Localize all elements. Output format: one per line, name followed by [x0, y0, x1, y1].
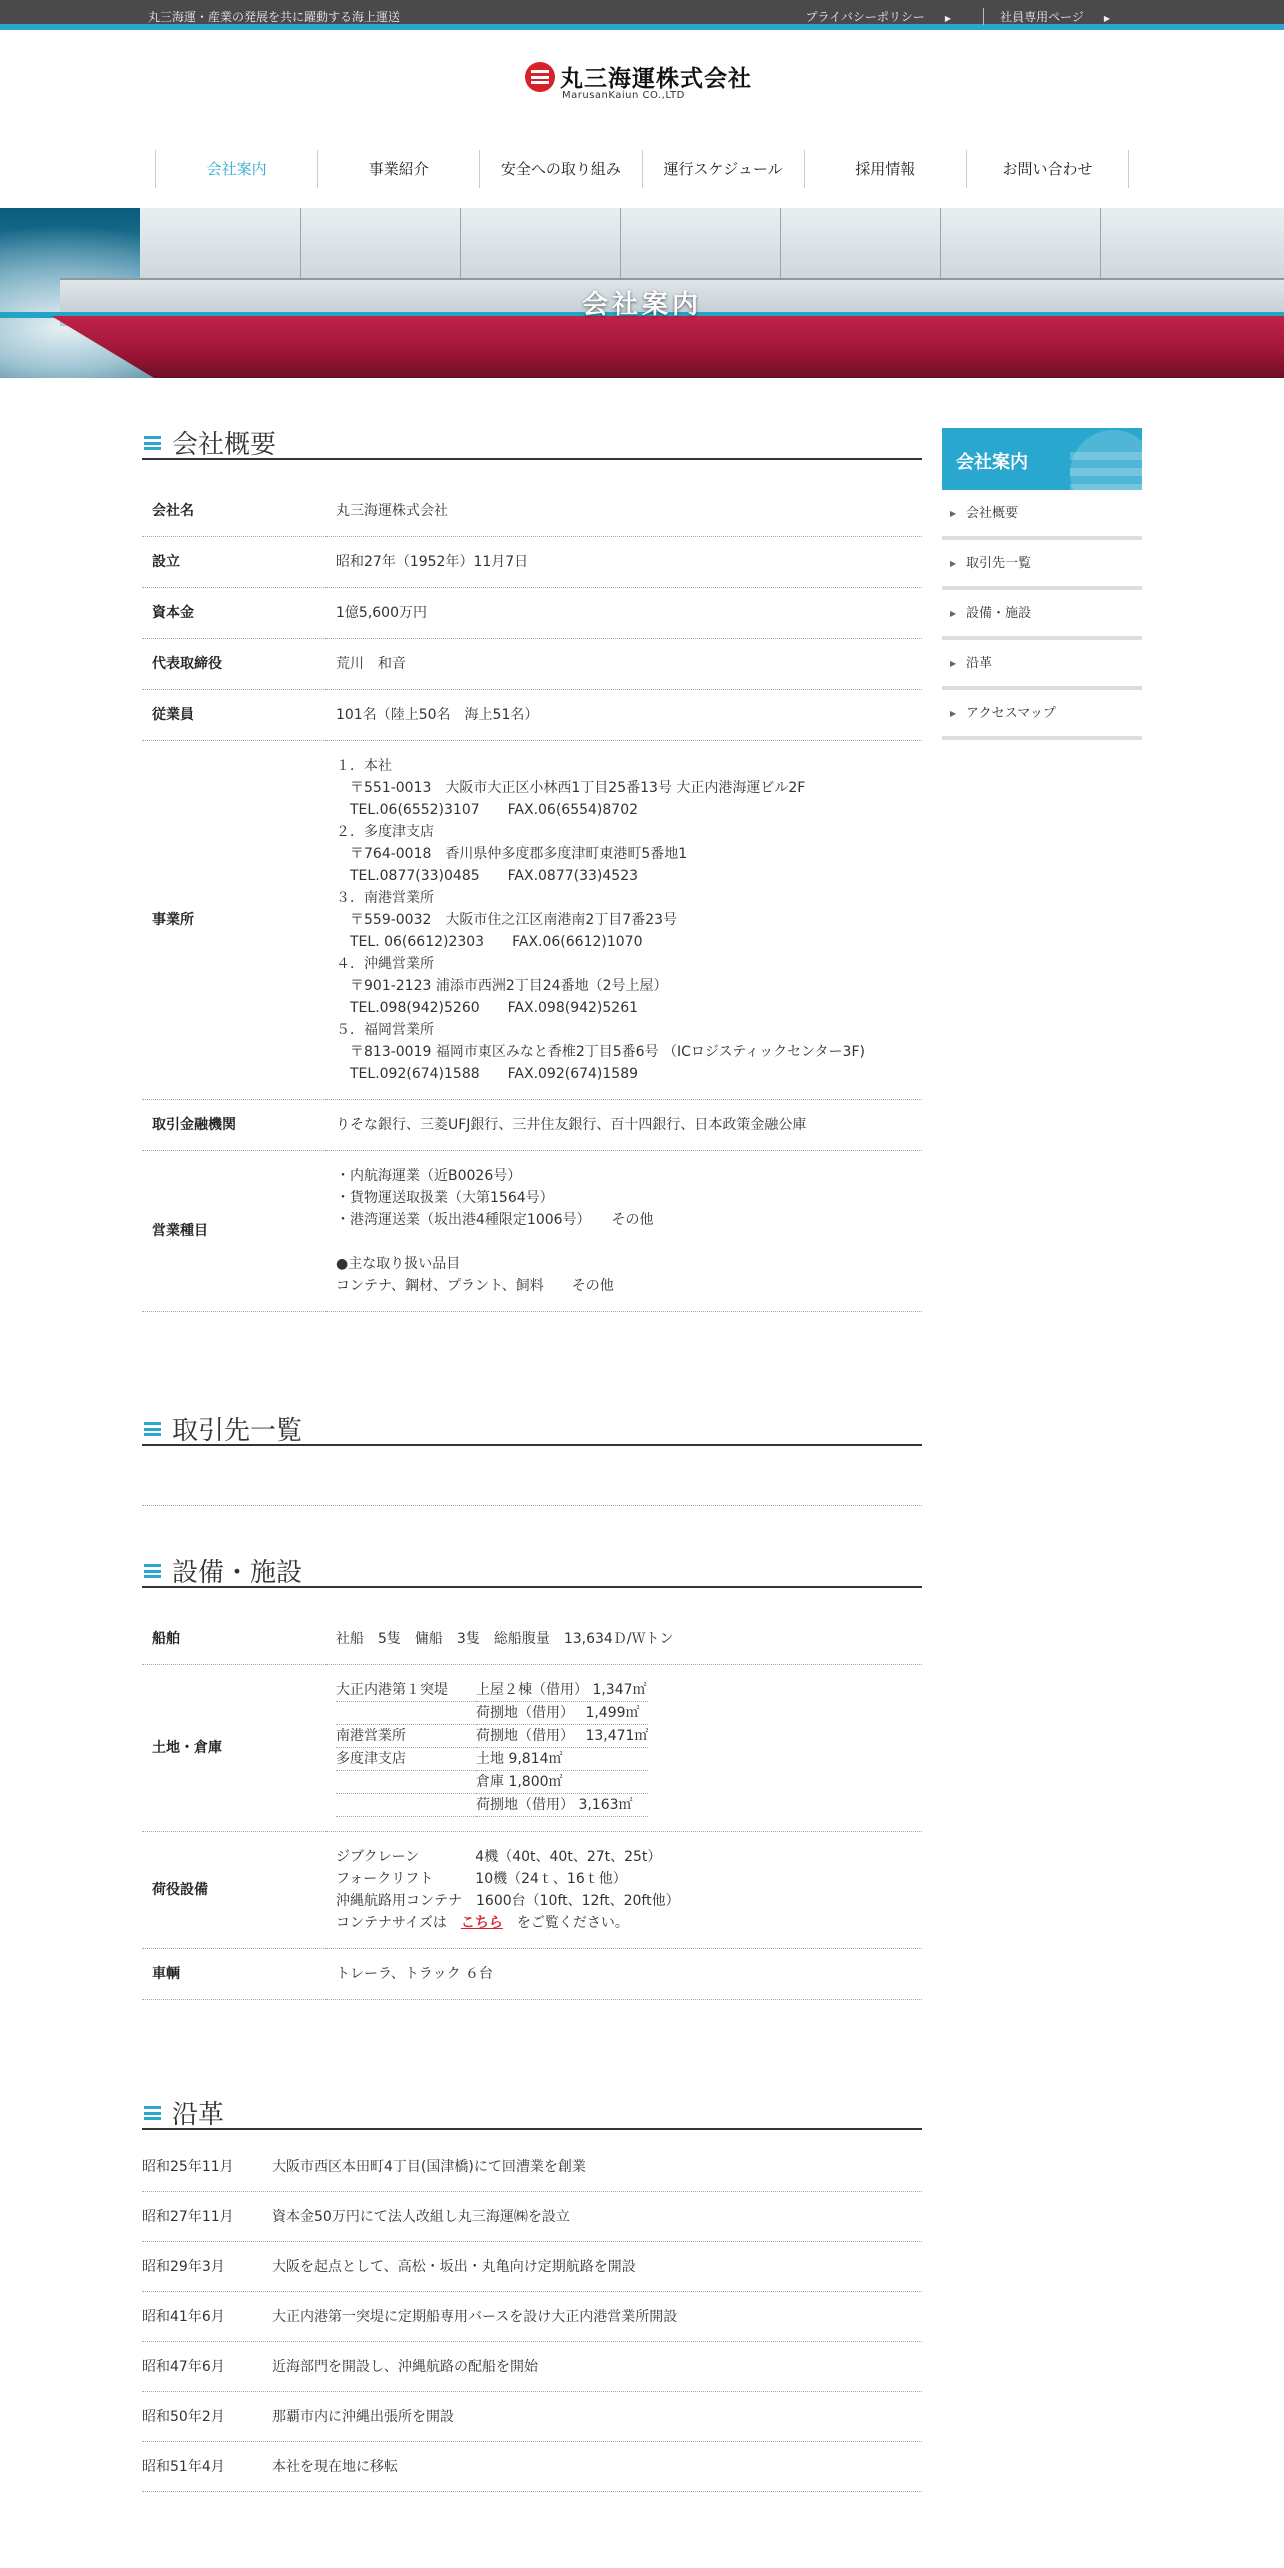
hero-banner — [0, 208, 1284, 378]
section-title-overview: 会社概要 — [142, 420, 922, 460]
list-bars-icon — [144, 1564, 161, 1578]
section-title-facilities: 設備・施設 — [142, 1548, 922, 1588]
history-date: 昭和25年11月 — [142, 2159, 234, 2175]
table-row: 事業所 １．本社 〒551-0013 大阪市大正区小林西1丁目25番13号 大正内港海運ビル2F TEL.06(6552)3107 FAX.06(6554)8702 ２．多度津支店 〒764-0018 香川県仲多度郡多度津町東港町5番地1 TEL.0877(33)0485 FAX.0877(33)4523 ３．南港営業所 〒559-0032 大阪市住之江区南港南2丁目7番23号 TEL. 06(6612)2303 FAX.06(6612)1070 ４．沖縄営業所 〒901-2123 浦添市西洲2丁目24番地（2号上屋） TEL.098(942)5260 FAX.098(942)5261 ５．福岡営業所 〒813-0019 福岡市東区みなと香椎2丁目5番6号 （ICロジスティックセンター3F) TEL.092(674)1588 FAX.092(674)1589 — [142, 741, 922, 1100]
main-content — [142, 378, 922, 2492]
list-bars-icon — [144, 2106, 161, 2120]
section-title-clients: 取引先一覧 — [142, 1406, 922, 1446]
site-logo[interactable] — [0, 30, 1284, 140]
hero-title: 会社案内 — [581, 290, 702, 320]
side-nav-item[interactable]: ▶ 会社概要 — [942, 490, 1142, 540]
table-row: 営業種目 ・内航海運業（近B0026号） ・貨物運送取扱業（大第1564号） ・港湾運送業（坂出港4種限定1006号） その他 ●主な取り扱い品目 コンテナ、鋼材、プラント、飼料 その他 — [142, 1151, 922, 1312]
history-date: 昭和41年6月 — [142, 2309, 225, 2325]
table-row: 土地・倉庫 大正内港第１突堤 上屋２棟（借用） 1,347㎡ 荷捌地（借用） 1,499㎡ 南港営業所 荷捌地（借用） 13,471㎡ 多度津支店 土地 9,814㎡ 倉庫 1,800㎡ 荷捌地（借用） 3,163㎡ — [142, 1665, 922, 1832]
land-cell — [326, 1665, 922, 1832]
triangle-right-icon: ▶ — [950, 609, 957, 618]
container-size-link[interactable]: こちら — [460, 1915, 503, 1931]
triangle-right-icon: ▶ — [950, 709, 957, 718]
privacy-policy-link[interactable]: プライバシーポリシー ▶ — [790, 8, 985, 25]
triangle-right-icon: ▶ — [950, 559, 957, 568]
top-bar — [0, 0, 1284, 30]
side-nav-item[interactable]: ▶ アクセスマップ — [942, 690, 1142, 740]
history-row — [142, 2292, 922, 2342]
table-row: 荷役設備 ジブクレーン 4機（40t、40t、27t、25t） フォークリフト 10機（24ｔ、16ｔ他） 沖縄航路用コンテナ 1600台（10ft、12ft、20ft他） コンテナサイズは こちら をご覧ください。 — [142, 1832, 922, 1949]
side-nav-header: 会社案内 — [942, 428, 1142, 490]
hero-ship-hull — [0, 316, 1284, 378]
table-row: 設立 昭和27年（1952年）11月7日 — [142, 537, 922, 588]
history-date: 昭和47年6月 — [142, 2359, 225, 2375]
history-date: 昭和51年4月 — [142, 2459, 225, 2475]
triangle-right-icon: ▶ — [1103, 14, 1110, 23]
side-nav-item[interactable]: ▶ 沿革 — [942, 640, 1142, 690]
wave-decoration-icon — [1070, 430, 1142, 490]
table-row: 従業員 101名（陸上50名 海上51名） — [142, 690, 922, 741]
triangle-right-icon: ▶ — [950, 509, 957, 518]
top-links — [790, 8, 1142, 25]
history-row — [142, 2242, 922, 2292]
table-row: 取引金融機関 りそな銀行、三菱UFJ銀行、三井住友銀行、百十四銀行、日本政策金融公庫 — [142, 1100, 922, 1151]
land-row: 南港営業所 荷捌地（借用） 13,471㎡ — [336, 1725, 648, 1748]
nav-safety[interactable]: 安全への取り組み — [479, 150, 641, 188]
tagline: 丸三海運・産業の発展を共に躍動する海上運送 — [148, 10, 401, 24]
side-nav-item[interactable]: ▶ 取引先一覧 — [942, 540, 1142, 590]
logo-mark-icon — [525, 62, 555, 92]
clients-list — [142, 1446, 922, 1506]
history-list — [142, 2142, 922, 2492]
list-bars-icon — [144, 436, 161, 450]
side-nav — [942, 428, 1142, 740]
nav-schedule[interactable]: 運行スケジュール — [642, 150, 804, 188]
land-row: 大正内港第１突堤 上屋２棟（借用） 1,347㎡ — [336, 1679, 648, 1702]
nav-business[interactable]: 事業紹介 — [317, 150, 479, 188]
nav-contact[interactable]: お問い合わせ — [966, 150, 1129, 188]
list-bars-icon — [144, 1422, 161, 1436]
table-row: 車輌 トレーラ、トラック ６台 — [142, 1949, 922, 2000]
table-row: 船舶 社船 5隻 傭船 3隻 総船腹量 13,634Ｄ/Ｗトン — [142, 1614, 922, 1665]
global-nav — [155, 150, 1129, 188]
land-row: 荷捌地（借用） 1,499㎡ — [336, 1702, 648, 1725]
section-title-history: 沿革 — [142, 2090, 922, 2130]
history-row — [142, 2392, 922, 2442]
nav-recruit[interactable]: 採用情報 — [804, 150, 966, 188]
history-text: 近海部門を開設し、沖縄航路の配船を開始 — [272, 2359, 538, 2375]
logo-name: 丸三海運株式会社 — [560, 65, 752, 92]
history-text: 大阪市西区本田町4丁目(国津橋)にて回漕業を創業 — [272, 2159, 586, 2175]
table-row: 代表取締役 荒川 和音 — [142, 639, 922, 690]
history-row — [142, 2442, 922, 2492]
land-row: 荷捌地（借用） 3,163㎡ — [336, 1794, 648, 1817]
history-text: 大阪を起点として、高松・坂出・丸亀向け定期航路を開設 — [272, 2259, 636, 2275]
staff-page-link[interactable]: 社員専用ページ ▶ — [984, 8, 1142, 25]
history-text: 那覇市内に沖縄出張所を開設 — [272, 2409, 454, 2425]
history-row — [142, 2192, 922, 2242]
land-row: 倉庫 1,800㎡ — [336, 1771, 648, 1794]
history-row — [142, 2142, 922, 2192]
table-row: 会社名 丸三海運株式会社 — [142, 486, 922, 537]
logo-en: MarusanKaiun CO.,LTD — [562, 90, 685, 101]
facilities-table — [142, 1614, 922, 2000]
history-text: 本社を現在地に移転 — [272, 2459, 398, 2475]
history-text: 資本金50万円にて法人改組し丸三海運㈱を設立 — [272, 2209, 570, 2225]
history-text: 大正内港第一突堤に定期船専用バースを設け大正内港営業所開設 — [272, 2309, 678, 2325]
history-date: 昭和27年11月 — [142, 2209, 234, 2225]
side-nav-item[interactable]: ▶ 設備・施設 — [942, 590, 1142, 640]
nav-company[interactable]: 会社案内 — [155, 150, 317, 188]
table-row: 資本金 1億5,600万円 — [142, 588, 922, 639]
overview-table — [142, 486, 922, 1312]
history-row — [142, 2342, 922, 2392]
history-date: 昭和29年3月 — [142, 2259, 225, 2275]
triangle-right-icon: ▶ — [944, 14, 952, 23]
land-row: 多度津支店 土地 9,814㎡ — [336, 1748, 648, 1771]
history-date: 昭和50年2月 — [142, 2409, 225, 2425]
triangle-right-icon: ▶ — [950, 659, 957, 668]
